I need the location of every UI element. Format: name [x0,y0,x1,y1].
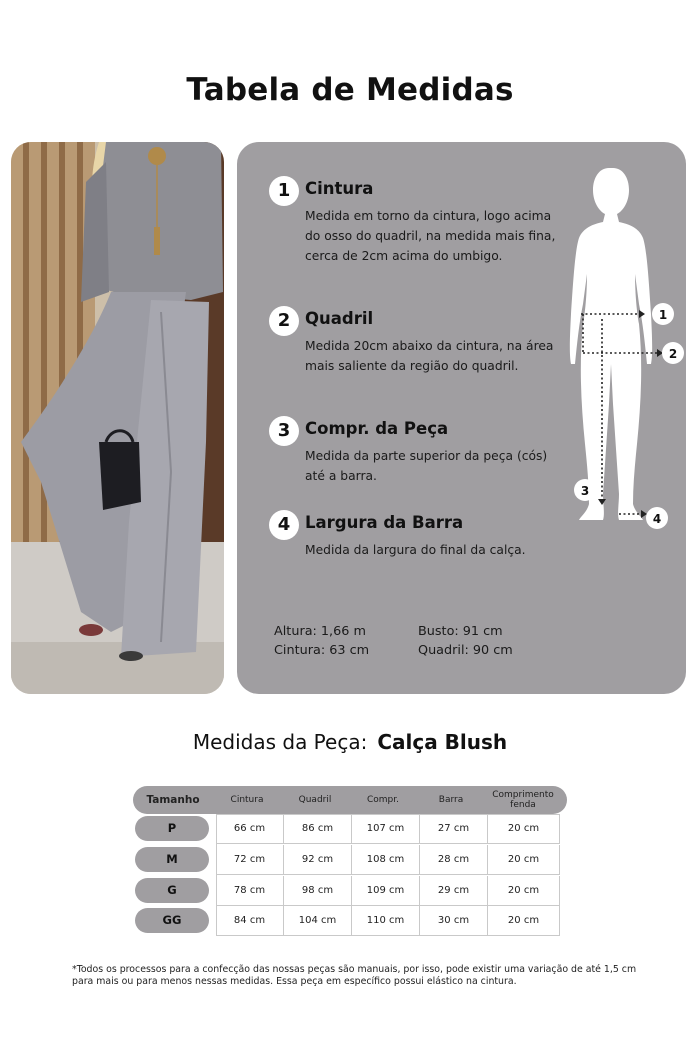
table-row [133,876,567,904]
cell-comprimento: 107 cm [352,814,420,844]
product-name: Calça Blush [377,730,508,754]
cell-quadril: 92 cm [284,845,352,875]
cell-fenda: 20 cm [488,845,560,875]
header-quadril: Quadril [298,795,332,805]
table-header [133,786,567,814]
marker-4-label: 4 [652,512,662,526]
cell-cintura: 72 cm [216,845,284,875]
cell-fenda: 20 cm [488,906,560,936]
header-comprimento-fenda: Comprimento fenda [492,790,554,810]
cell-fenda: 20 cm [488,814,560,844]
marker-2-label: 2 [668,347,678,361]
measure-description: Medida da largura do final da calça. [305,543,526,557]
body-silhouette-figure [559,164,683,524]
measure-number-badge: 3 [269,416,299,446]
subtitle-prefix: Medidas da Peça: [192,730,368,754]
cell-quadril: 98 cm [284,876,352,906]
cell-cintura: 66 cm [216,814,284,844]
size-label: P [135,816,209,841]
cell-comprimento: 110 cm [352,906,420,936]
product-subtitle [0,730,700,754]
measure-title: Cintura [305,179,374,198]
page-title: Tabela de Medidas [186,72,514,108]
measure-description: Medida 20cm abaixo da cintura, na área mais saliente da região do quadril. [305,339,554,373]
cell-barra: 28 cm [420,845,488,875]
cell-comprimento: 108 cm [352,845,420,875]
marker-3-label: 3 [580,484,590,498]
model-hip: Quadril: 90 cm [418,643,513,658]
cell-barra: 27 cm [420,814,488,844]
cell-fenda: 20 cm [488,876,560,906]
header-comprimento: Compr. [366,795,399,805]
model-wearing-pants-illustration [11,142,224,694]
disclaimer-note: *Todos os processos para a confecção das nossas peças são manuais, por isso, pode existir uma variação de até 1,5 cm para mais ou para menos nessas medidas. Essa peça em específico possui elástico na cintura. [72,964,637,987]
cell-quadril: 86 cm [284,814,352,844]
measure-title: Quadril [305,309,374,328]
measure-title: Compr. da Peça [305,419,449,438]
marker-1-label: 1 [658,308,668,322]
measure-title: Largura da Barra [305,513,464,532]
table-row [133,906,567,934]
cell-comprimento: 109 cm [352,876,420,906]
cell-barra: 30 cm [420,906,488,936]
cell-cintura: 78 cm [216,876,284,906]
size-label: M [135,847,209,872]
header-barra: Barra [438,795,464,805]
size-label: GG [135,908,209,933]
model-waist: Cintura: 63 cm [274,643,370,658]
cell-quadril: 104 cm [284,906,352,936]
header-size: Tamanho [146,794,200,806]
cell-barra: 29 cm [420,876,488,906]
measure-description: Medida da parte superior da peça (cós) até a barra. [305,449,548,483]
measure-number-badge: 4 [269,510,299,540]
measure-number-badge: 1 [269,176,299,206]
size-table [133,786,567,936]
table-row [133,814,567,842]
measure-description: Medida em torno da cintura, logo acima do osso do quadril, na medida mais fina, cerca de 2cm acima do umbigo. [305,209,556,263]
header-cintura: Cintura [230,795,264,805]
model-bust: Busto: 91 cm [418,624,503,639]
product-photo [11,142,224,694]
cell-cintura: 84 cm [216,906,284,936]
measure-number-badge: 2 [269,306,299,336]
silhouette-icon [559,164,683,524]
measurement-guide-panel [237,142,686,694]
table-row [133,845,567,873]
size-label: G [135,878,209,903]
model-height: Altura: 1,66 m [274,624,366,639]
